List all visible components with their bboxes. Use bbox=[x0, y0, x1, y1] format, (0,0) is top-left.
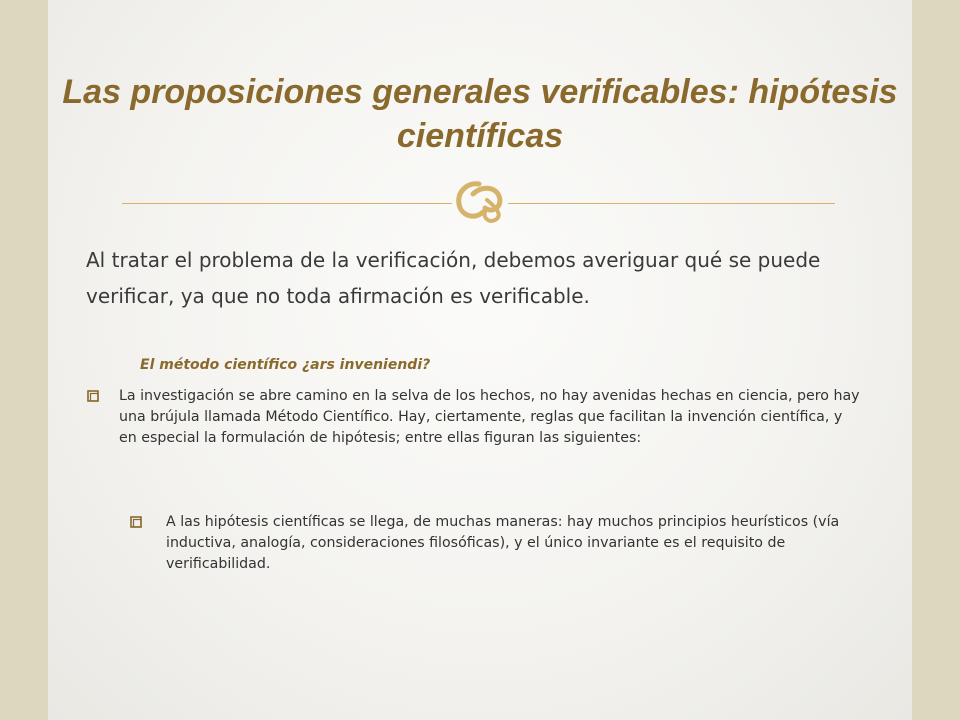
decorative-flourish-icon bbox=[449, 178, 511, 224]
bullet-text: A las hipótesis científicas se llega, de muchas maneras: hay muchos principios heurísticos (vía inductiva, analogía, consideraciones filosóficas), y el único invariante es el requisito de verificabilidad. bbox=[166, 514, 840, 572]
checkbox-bullet-icon bbox=[87, 390, 99, 402]
section-subheading: El método científico ¿ars inveniendi? bbox=[140, 357, 431, 373]
checkbox-bullet-icon bbox=[130, 516, 142, 528]
bullet-text: La investigación se abre camino en la selva de los hechos, no hay avenidas hechas en ciencia, pero hay una brújula llamada Método Científico. Hay, ciertamente, reglas que facilitan la invención científica, y en especial la formulación de hipótesis; entre ellas figuran las siguientes: bbox=[119, 388, 860, 446]
divider-right bbox=[508, 203, 835, 204]
list-item bbox=[87, 386, 877, 449]
divider-left bbox=[122, 203, 452, 204]
intro-paragraph: Al tratar el problema de la verificación, debemos averiguar qué se puede verificar, ya que no toda afirmación es verificable. bbox=[86, 248, 821, 308]
list-item bbox=[130, 512, 880, 575]
slide-title: Las proposiciones generales verificables: hipótesis científicas bbox=[62, 73, 898, 155]
